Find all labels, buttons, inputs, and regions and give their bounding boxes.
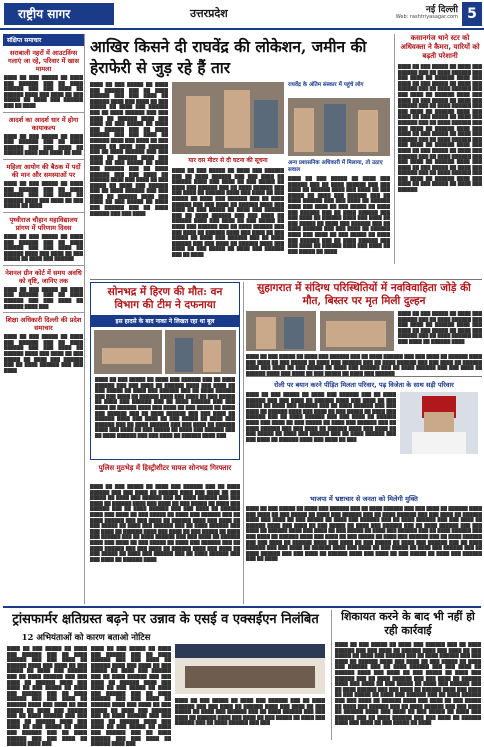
complaint-headline: शिकायत करने के बाद भी नहीं हो रही कार्रवाई bbox=[341, 610, 475, 637]
sp-story-headline: भाजपा में भ्रष्टाचार से जनता को मिलेगी मुक्ति bbox=[310, 495, 418, 503]
wedding-night-headline: सुहागरात में संदिग्ध परिस्थितियों में नवविवाहिता जोड़े की मौत, बिस्तर पर मृत मिली दुल्हन bbox=[257, 282, 471, 307]
divider bbox=[3, 212, 84, 213]
inset-photo bbox=[288, 98, 390, 156]
website-line: Web: rashtriyasagar.com bbox=[395, 14, 458, 20]
leader-story-strap: रोली पर बयान करने पीड़ित मिलता परिवार, पढ़ विजेता के साथ सड़ी परिवार bbox=[274, 381, 454, 389]
transformer-headline: ट्रांसफार्मर क्षतिग्रस्त बढ़ने पर उन्नाव के एसई व एक्सईएन निलंबित bbox=[12, 612, 319, 627]
lead-photo-caption: यार दस मीटर से दी घटना की सूचना bbox=[188, 157, 268, 164]
brief-body: ████ ██ ███ █████ ██ ████ ███ ██████ ███ ██ ████ ██████ ███ ███ ████ ██ ██████ ████ ███ ████ ██ ███ █████ ██ ████ ███ ██████ ███ ██ ████ bbox=[4, 75, 83, 108]
brief-body: ████ ██ ███ █████ ██ ████ ███ ██████ ███ ██ ████ ██████ ███ ███ ████ ██ ██████ ████ ███ ████ ██ ███ bbox=[4, 133, 83, 156]
deer-death-story bbox=[90, 282, 240, 460]
brief-headline: शिक्षा अधिकारी दिल्ली की प्रदेश समाचार bbox=[5, 316, 82, 333]
deer-story-headline: सोनभद्र में हिरण की मौत: वन विभाग की टीम ने दफनाया bbox=[107, 286, 223, 311]
inset-headline: राघवेंद्र के अंतिम संस्कार में पहुंचे लोग bbox=[288, 82, 364, 88]
couple-photo bbox=[246, 311, 316, 351]
divider bbox=[243, 282, 244, 604]
left-news-column bbox=[3, 34, 85, 604]
forest-team-photo bbox=[165, 330, 236, 374]
wedding-night-story: सुहागरात में संदिग्ध परिस्थितियों में नवविवाहिता जोड़े की मौत, बिस्तर पर मृत मिली दुल्हन ████ ██ ███ █████ ██ ████ ███ ██████ ███ ██ ████ ██████ ███ ███ ████ ██ ██████ ████ ███ ████ ██ ███ █████ ██ ████ ███ ██████ ███ ██ ████ ██████ ███ ███ ████ ██ ██████ ████ ████ ██ ███ █████ ██ ████ ███ ██████ ███ ██ ████ ██████ ███ ███ ████ ██ ██████ ████ ███ ████ ██ ███ █████ ██ ████ ███ ██████ ███ ██ ████ ██████ ███ ███ ████ ██ ██████ ████ ███ ████ ██ ███ █████ ██ ████ ███ ██████ ███ ██ ████ ██████ ███ ███ ████ ██ ██████ ████ ███ ████ ██ ███ █████ ██ ████ ███ ██████ bbox=[246, 282, 482, 376]
side-story bbox=[394, 34, 482, 264]
brief-headline: आदर्श का आदर्श धार में होगा कायाकल्प bbox=[8, 115, 79, 132]
divider bbox=[246, 376, 482, 377]
lead-story-text: ████ ██ ███ █████ ██ ████ ███ ██████ ███ ██ ████ ██████ ███ ███ ████ ██ ██████ ████ ███ ████ ██ ███ █████ ██ ████ ███ ██████ ███ ██ ████ ██████ ███ ███ ████ ██ ██████ ████ ███ ████ ██ ███ █████ ██ ████ ███ ██████ ███ ██ ████ ██████ ███ ███ ████ ██ ██████ ████ ███ ████ ██ ███ █████ ██ ████ ███ ██████ ███ ██ ████ ██████ ███ ███ ████ ██ ██████ ████ ███ ████ ██ ███ █████ ██ ████ ███ ██████ ███ ██ ████ ██████ ███ ███ ████ ██ ██████ ████ ███ ████ ██ ███ █████ ██ ████ ███ ██████ ███ ██ ████ ██████ ███ ███ ████ ██ ██████ ████ ███ ████ ██ ███ █████ ██ ████ ███ ██████ ███ ██ ████ ██████ ███ ███ ████ bbox=[90, 82, 168, 216]
crowd-photo bbox=[320, 311, 394, 351]
lead-story-area: ████ ██ ███ █████ ██ ████ ███ ██████ ███ ██ ████ ██████ ███ ███ ████ ██ ██████ ████ ███ ████ ██ ███ █████ ██ ████ ███ ██████ ███ ██ ████ ██████ ███ ███ ████ ██ ██████ ████ ███ ████ ██ ███ █████ ██ ████ ███ ██████ ███ ██ ████ ██████ ███ ███ ████ ██ ██████ ████ ███ ████ ██ ███ █████ ██ ████ ███ ██████ ███ ██ ████ ██████ ███ ███ ████ ██ ██████ ████ ███ ████ ██ ███ █████ ██ ████ ███ ██████ ███ ██ ████ ██████ ███ ███ ████ ██ ██████ ████ ███ ████ ██ ███ █████ ██ ████ ███ ██████ ███ ██ ████ ██████ ███ ███ ████ ██ ██████ ████ ███ ████ ██ ███ █████ ██ ████ ███ ██████ ███ ██ ████ ██████ ███ ███ ████ यार दस मीटर से दी घटना की सूचना ████ ██ ███ █████ ██ ████ ███ ██████ ███ ██ ████ ██████ ███ ███ ████ ██ ██████ ████ ███ ████ ██ ███ █████ ██ ████ ███ ██████ ███ ██ ████ ██████ ███ ███ ████ ██ ██████ ████ ███ ████ ██ ███ █████ ██ ████ ███ ██████ ███ ██ ████ ██████ ███ ███ ████ ██ ██████ ████ ███ ████ ██ ███ █████ ██ ████ ███ ██████ ███ ██ ████ ██████ ███ ███ ████ ██ ██████ ████ ███ ████ ██ ███ █████ ██ ████ ███ ██████ ███ ██ ████ ██████ ███ ███ ████ ██ ██████ ████ ███ ████ ██ ███ █████ ██ ████ ███ ██████ ███ ██ ████ ██████ ███ ███ ████ ██ ██████ ████ ███ ████ ██ ███ █████ ██ ████ ███ ██████ ███ ██ ████ राघवेंद्र के अंतिम संस्कार में पहुंचे लोग अन्य प्रशासनिक अधिकारी में मिलाया, तो उठाए सवाल ████ ██ ███ █████ ██ ████ ███ ██████ ███ ██ ████ ██████ ███ ███ ████ ██ ██████ ████ ███ ████ ██ ███ █████ ██ ████ ███ ██████ ███ ██ ████ ██████ ███ ███ ████ ██ ██████ ████ ███ ████ ██ ███ █████ ██ ████ ███ ██████ ███ ██ ████ ██████ ███ ███ ████ ██ ██████ ████ ███ ████ ██ ███ █████ ██ ████ ███ ██████ ███ ██ ████ ██████ ███ ███ ████ ██ ██████ ████ ███ ████ ██ ███ █████ ██ ████ ███ ██████ ███ ██ ████ ██████ ███ ███ ████ ██ ██████ ████ ███ ████ ██ ███ █████ ██ ████ bbox=[90, 82, 390, 278]
brief-headline: महिला आयोग की बैठक में पदों की मान और समस्याओं पर bbox=[6, 162, 81, 179]
newspaper-brand: राष्ट्रीय सागर bbox=[4, 3, 114, 25]
brief-headline: सराबाली नहरों में आउटविंग्स गलाएं जा रहे, परिवार में खास मामला bbox=[7, 49, 80, 73]
encounter-headline: पुलिस मुठभेड़ में हिस्ट्रीशीटर घायल सोनभद्र गिरफ्तार bbox=[98, 464, 232, 472]
brief-headline: नेशनल ग्रीन कोर्ट में समय अवधि को वृष्टि, जानिए तक bbox=[5, 268, 82, 285]
brief-headline: पृथ्वीराज चौहान महाविद्यालय प्रांगण में परिणाम दिवस bbox=[9, 215, 78, 232]
deer-photo bbox=[94, 330, 162, 374]
divider bbox=[90, 279, 482, 280]
side-story-headline: कसानगंज थाने स्टर को अधिवक्ता ने कैमरा, यारियों को बढ़ती परेशानी bbox=[400, 34, 480, 60]
sp-story-continued: भाजपा में भ्रष्टाचार से जनता को मिलेगी मुक्ति ████ ██ ███ █████ ██ ████ ███ ██████ ███ ██ ████ ██████ ███ ███ ████ ██ ██████ ████ ███ ████ ██ ███ █████ ██ ████ ███ ██████ ███ ██ ████ ██████ ███ ███ ████ ██ ██████ ████ ███ ████ ██ ███ █████ ██ ████ ███ ██████ ███ ██ ████ ██████ ███ ███ ████ ██ ██████ ████ ███ ████ ██ ███ █████ ██ ████ ███ ██████ ███ ██ ████ ██████ ███ ███ ████ ██ ██████ ████ ███ ████ ██ ███ █████ ██ ████ ███ ██████ ███ ██ ████ ██████ ███ ███ ████ ██ ██████ ████ ███ ████ ██ ███ █████ ██ ████ ███ ██████ ███ ██ ████ ██████ ███ ███ ████ ██ ██████ ████ ███ ████ ██ ███ █████ ██ ████ ███ ██████ ███ ██ ████ ██████ ███ ███ ████ ██ ██████ ████ ███ ████ ██ ███ █████ ██ ████ ███ ██████ ███ ██ ████ ██████ ███ ███ ████ ██ ██████ ████ ███ ████ ██ ███ █████ ██ ████ ███ ██████ ███ ██ ████ bbox=[246, 495, 482, 562]
lead-headline: आखिर किसने दी राघवेंद्र की लोकेशन, जमीन की हेराफेरी से जुड़ रहे हैं तार bbox=[90, 37, 367, 77]
bottom-news-band: ट्रांसफार्मर क्षतिग्रस्त बढ़ने पर उन्नाव के एसई व एक्सईएन निलंबित 12 अभियंताओं को कारण बताओ नोटिस ████ ██ ███ █████ ██ ████ ███ ██████ ███ ██ ████ ██████ ███ ███ ████ ██ ██████ ████ ███ ████ ██ ███ █████ ██ ████ ███ ██████ ███ ██ ████ ██████ ███ ███ ████ ██ ██████ ████ ███ ████ ██ ███ █████ ██ ████ ███ ██████ ███ ██ ████ ██████ ███ ███ ████ ██ ██████ ████ ███ ████ ██ ███ █████ ██ ████ ███ ██████ ███ ██ ████ ██████ ███ ███ ████ ██ ██████ ████ ███ ████ ██ ███ █████ ██ ████ ███ ██████ ███ ██ ████ ██████ ███ ███ ████ ██ ██████ ████ ███ ████ ██ ███ █████ ██ ████ ███ ██████ ███ ██ ████ ██████ ███ ███ ████ ██ ██████ ████ ███ ████ ██ ███ █████ ██ ████ ███ ██████ ███ ██ ████ ██████ ███ ███ ████ ██ ██████ ████ ███ ████ ██ ███ █████ ██ ████ ███ ██████ ███ ██ ████ ██████ ███ ███ ████ ██ ██████ ████ ███ ████ ██ ███ █████ ██ ████ ███ ██████ ███ ██ ████ ██████ ███ ███ ████ ██ ██████ ████ ███ ████ ██ ███ █████ ██ ████ ███ ██████ ███ ██ ████ ██████ ███ ███ ████ ██ ██████ ████ ███ ████ ██ ███ █████ ██ ████ ███ ██████ ███ ██ ████ ██████ ███ ███ ████ ██ ██████ ████ ███ ████ ██ ███ █████ ██ ████ ███ ██████ ███ ██ ████ ██████ ███ ███ ████ ██ ██████ ████ ███ ████ ██ ███ █████ ██ ████ ███ ██████ ███ ██ ████ ██████ ███ ███ शिकायत करने के बाद भी नहीं हो रही कार्रवाई ████ ██ ███ █████ ██ ████ ███ ██████ ███ ██ ████ ██████ ███ ███ ████ ██ ██████ ████ ███ ████ ██ ███ █████ ██ ████ ███ ██████ ███ ██ ████ ██████ ███ ███ ████ ██ ██████ ████ ███ ████ ██ ███ █████ ██ ████ ███ ██████ ███ ██ ████ ██████ ███ ███ ████ ██ ██████ ████ ███ ████ ██ ███ █████ ██ ████ ███ ██████ ███ ██ ████ ██████ ███ ███ ████ ██ ██████ ████ ███ ████ ██ ███ █████ ██ ████ ███ ██████ ███ ██ ████ ██████ ███ ███ ████ ██ ██████ ████ ███ ████ ██ ███ █████ ██ ████ ███ ██████ ███ ██ ████ ██████ ███ ███ ████ ██ ██████ ████ ███ ████ ██ ███ █████ ██ ████ ███ ██████ ███ ██ ████ ██████ ███ ███ ████ ██ ██████ ████ ███ ████ ██ ███ █████ ██ ████ ███ ██████ ███ ██ ████ ██████ ███ ███ ████ ██ ██████ ████ ███ ████ ██ ███ █████ ██ ████ bbox=[3, 606, 481, 740]
deer-story-subhead: इस हादसे के बाद नाका ने लिखत रहा था बूल bbox=[91, 315, 239, 327]
divider bbox=[3, 265, 84, 266]
brief-body: ████ ██ ███ █████ ██ ████ ███ ██████ ███ ██ ████ ██████ ███ ███ ████ ██ ██████ ████ ███ ████ ██ ███ █████ ██ ████ ███ ██████ ███ ██ ████ ██████ ███ ███ ████ bbox=[4, 334, 83, 373]
divider bbox=[3, 159, 84, 160]
section-name: उत्तरप्रदेश bbox=[190, 7, 228, 20]
meeting-photo bbox=[175, 644, 325, 694]
leader-photo bbox=[400, 392, 478, 454]
brief-body: ████ ██ ███ █████ ██ ████ ███ ██████ ███ ██ ████ ██████ ███ ███ ████ ██ ██████ ████ ███ ████ ██ ███ █████ ██ ████ ███ ██████ bbox=[4, 233, 83, 262]
notice-subheadline: 12 अभियंताओं को कारण बताओ नोटिस bbox=[21, 633, 151, 643]
lead-photo bbox=[172, 82, 284, 154]
side-story-body: ████ ██ ███ █████ ██ ████ ███ ██████ ███ ██ ████ ██████ ███ ███ ████ ██ ██████ ████ ███ ████ ██ ███ █████ ██ ████ ███ ██████ ███ ██ ████ ██████ ███ ███ ████ ██ ██████ ████ ███ ████ ██ ███ █████ ██ ████ ███ ██████ ███ ██ ████ ██████ ███ ███ ████ ██ ██████ ████ ███ ████ ██ ███ █████ ██ ████ ███ ██████ ███ ██ ████ ██████ ███ ███ ████ ██ ██████ ████ ███ ████ ██ ███ █████ ██ ████ ███ ██████ ███ ██ ████ ██████ ███ ███ ████ ██ ██████ ████ ███ ████ ██ ███ █████ ██ ████ ███ ██████ ███ ██ ████ ██████ ███ ███ ████ ██ ██████ ████ ███ ████ ██ ███ █████ ██ ████ ███ ██████ ███ ██ ████ ██████ ███ ███ ████ ██ ██████ ████ ███ ████ ██ ███ █████ ██ ████ ███ ██████ bbox=[398, 64, 482, 193]
brief-body: ████ ██ ███ █████ ██ ████ ███ ██████ ███ ██ ████ ██████ ███ ███ ████ ██ ██████ ████ ███ ████ ██ ███ █████ ██ ████ bbox=[4, 180, 83, 209]
page-number: 5 bbox=[462, 2, 482, 26]
divider bbox=[331, 610, 332, 740]
brief-body: ████ ██ ███ █████ ██ ████ ███ ██████ ███ ██ ████ ██████ ███ ███ ████ ██ ██████ ████ ███ bbox=[4, 286, 83, 309]
masthead bbox=[0, 0, 484, 30]
divider bbox=[3, 112, 84, 113]
brief-news-title: संक्षिप्त समाचार bbox=[3, 34, 84, 46]
edition-label: नई दिल्ली bbox=[425, 5, 458, 15]
leader-statement-story: रोली पर बयान करने पीड़ित मिलता परिवार, पढ़ विजेता के साथ सड़ी परिवार ████ ██ ███ █████ ██ ████ ███ ██████ ███ ██ ████ ██████ ███ ███ ████ ██ ██████ ████ ███ ████ ██ ███ █████ ██ ████ ███ ██████ ███ ██ ████ ██████ ███ ███ ████ ██ ██████ ████ ███ ████ ██ ███ █████ ██ ████ ███ ██████ ███ ██ ████ ██████ ███ ███ ████ ██ ██████ ████ ███ ████ ██ ███ █████ ██ ████ ███ ██████ ███ ██ ████ ██████ ███ ███ ████ ██ ██████ ████ ███ ████ ██ ███ █████ ██ ████ ███ ██████ ███ ██ ████ ██████ ███ ███ ████ ██ ██████ ████ ███ ████ ██ ███ bbox=[246, 380, 482, 492]
divider bbox=[3, 312, 84, 313]
deer-story-body: ████ ██ ███ █████ ██ ████ ███ ██████ ███ ██ ████ ██████ ███ ███ ████ ██ ██████ ████ ███ ████ ██ ███ █████ ██ ████ ███ ██████ ███ ██ ████ ██████ ███ ███ ████ ██ ██████ ████ ███ ████ ██ ███ █████ ██ ████ ███ ██████ ███ ██ ████ ██████ ███ ███ ████ ██ ██████ ████ ███ ████ ██ ███ █████ ██ ████ ███ ██████ ███ ██ ████ ██████ ███ ███ ████ ██ ██████ ████ ███ ████ ██ ███ █████ ██ ████ ███ ██████ ███ ██ ████ ██████ ███ ███ ████ ██ ██████ ████ ███ ████ ██ ███ █████ ██ ████ ███ ██████ ███ ██ ████ ██████ ███ ███ ████ ██ ██████ ████ ███ bbox=[95, 377, 235, 438]
inset-headline: अन्य प्रशासनिक अधिकारी में मिलाया, तो उठाए सवाल bbox=[288, 160, 383, 173]
encounter-story-body: ████ ██ ███ █████ ██ ████ ███ ██████ ███ ██ ████ ██████ ███ ███ ████ ██ ██████ ████ ███ ████ ██ ███ █████ ██ ████ ███ ██████ ███ ██ ████ ██████ ███ ███ ████ ██ ██████ ████ ███ ████ ██ ███ █████ ██ ████ ███ ██████ ███ ██ ████ ██████ ███ ███ ████ ██ ██████ ████ ███ ████ ██ ███ █████ ██ ████ ███ ██████ ███ ██ ████ ██████ ███ ███ ████ ██ ██████ ████ ███ ████ ██ ███ █████ ██ ████ ███ ██████ ███ ██ ████ ██████ ███ ███ ████ ██ ██████ ████ ███ ████ ██ ███ █████ ██ ████ ███ ██████ ███ ██ ████ ██████ ███ ███ ████ ██ ██████ ████ ███ ████ ██ ███ █████ ██ ████ ███ ██████ ███ ██ ████ ██████ ███ ███ ████ ██ ██████ ████ ███ ████ ██ ███ █████ ██ ████ ███ ██████ ███ ██ ████ ██████ ███ ███ ████ ██ ██████ ████ bbox=[90, 484, 240, 562]
